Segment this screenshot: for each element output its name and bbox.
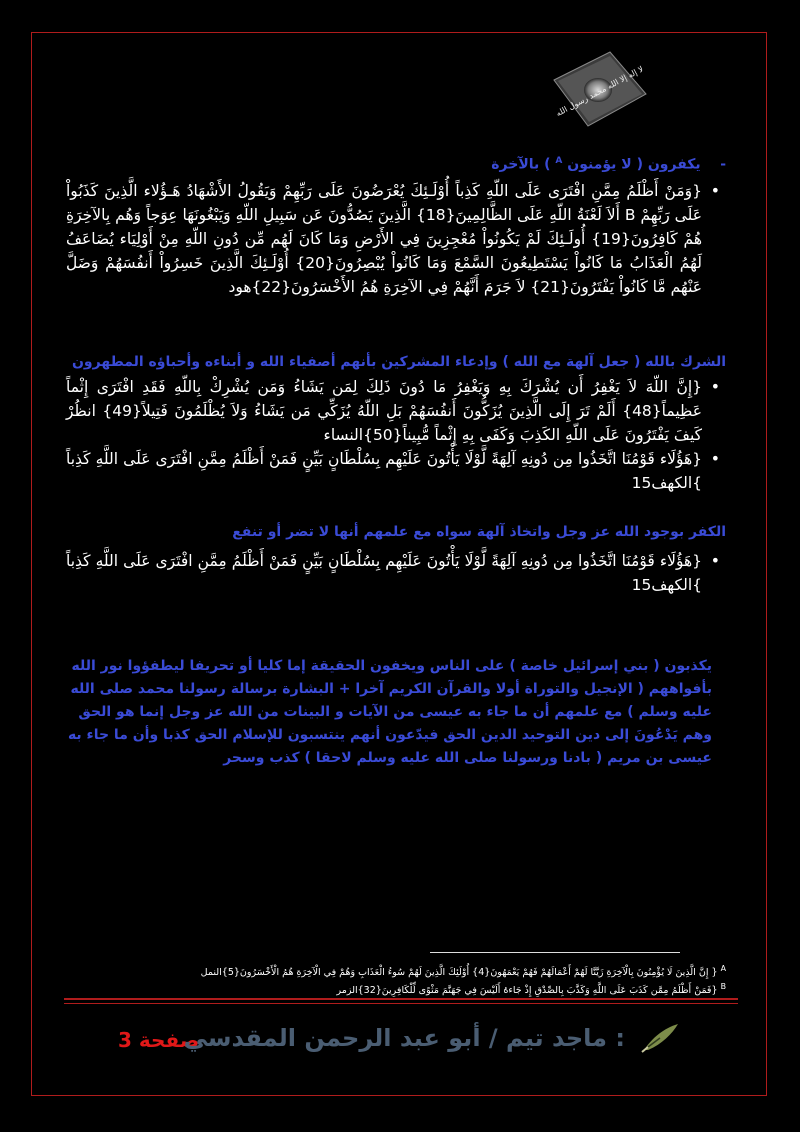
ayat-list-kahf xyxy=(66,549,726,597)
footnote-a xyxy=(66,952,726,980)
section-heading-shirk: الشرك بالله ( جعل آلهة مع الله ) وإدعاء المشركين بأنهم أصفياء الله و أبناءه وأحباؤه المطهرون xyxy=(71,353,726,370)
footnote-b xyxy=(66,980,726,998)
quill-pen-icon xyxy=(640,1020,682,1054)
footnotes xyxy=(66,952,726,998)
author-signature: : ماجد تيم / أبو عبد الرحمن المقدسي xyxy=(183,1024,625,1052)
page-number: صفحة 3 xyxy=(118,1028,200,1052)
paragraph-bani-israil: يكذبون ( بني إسرائيل خاصة ) على الناس ويخفون الحقيقة إما كليا أو تحريفا ليطفؤوا نور الله بأفواههم ( الإنجيل والتوراة أولا والقرآن الكريم آخرا + البشارة برسالة رسولنا محمد صلى الله عليه وسلم ) مع علمهم أن ما جاء به عيسى من الآيات و البينات من الله عز وجل إنما هو الحق وهم يَدْعُونَ إلى دين التوحيد الدين الحق فيدّعون أنهم ينتسبون للإسلام الحق كذبا وأن ما جاء به عيسى بن مريم ( بادنا ورسولنا صلى الله عليه وسلم لاحقا ) كذب وسحر xyxy=(67,657,712,766)
logo-text: لا إله إلا الله محمد رسول الله xyxy=(554,64,645,119)
ayah-kahf-2: • {هَؤُلَاء قَوْمُنَا اتَّخَذُوا مِن دُونِهِ آلِهَةً لَّوْلَا يَأْتُونَ عَلَيْهِم بِسُلْطَانٍ بَيِّنٍ فَمَنْ أَظْلَمُ مِمَّنِ افْتَرَى عَلَى اللَّهِ كَذِباً }الكهف15 xyxy=(66,549,726,597)
footer-divider xyxy=(64,998,738,1000)
ayat-list-nisa xyxy=(66,375,726,495)
heading-text-post: ) بالآخرة xyxy=(491,156,551,173)
ayah-kahf: • {هَؤُلَاء قَوْمُنَا اتَّخَذُوا مِن دُونِهِ آلِهَةً لَّوْلَا يَأْتُونَ عَلَيْهِم بِسُلْطَانٍ بَيِّنٍ فَمَنْ أَظْلَمُ مِمَّنِ افْتَرَى عَلَى اللَّهِ كَذِباً }الكهف15 xyxy=(66,447,726,495)
heading-text-pre: يكفرون ( لا يؤمنون xyxy=(567,156,701,173)
ayah-hud: • {وَمَنْ أَظْلَمُ مِمَّنِ افْتَرَى عَلَى اللّهِ كَذِباً أُوْلَـئِكَ يُعْرَضُونَ عَلَى رَبِّهِمْ وَيَقُولُ الأَشْهَادُ هَـؤُلاء الَّذِينَ كَذَبُواْ عَلَى رَبِّهِمْ B أَلاَ لَعْنَةُ اللّهِ عَلَى الظَّالِمِينَ{18} الَّذِينَ يَصُدُّونَ عَن سَبِيلِ اللّهِ وَيَبْغُونَهَا عِوَجاً وَهُم بِالآخِرَةِ هُمْ كَافِرُونَ{19} أُولَـئِكَ لَمْ يَكُونُواْ مُعْجِزِينَ فِي الأَرْضِ وَمَا كَانَ لَهُم مِّن دُونِ اللّهِ مِنْ أَوْلِيَاء يُضَاعَفُ لَهُمُ الْعَذَابُ مَا كَانُواْ يَسْتَطِيعُونَ السَّمْعَ وَمَا كَانُواْ يُبْصِرُونَ{20} أُوْلَـئِكَ الَّذِينَ خَسِرُواْ أَنفُسَهُمْ وَضَلَّ عَنْهُم مَّا كَانُواْ يَفْتَرُونَ{21} لاَ جَرَمَ أَنَّهُمْ فِي الآخِرَةِ هُمُ الأَخْسَرُونَ{22}هود xyxy=(66,179,726,299)
footnote-mark: B xyxy=(720,982,726,992)
footnote-ref-a[interactable]: A xyxy=(555,156,563,166)
shahada-logo-icon xyxy=(548,50,650,128)
footnote-text: { إِنَّ الَّذِينَ لَا يُؤْمِنُونَ بِالْآخِرَةِ زَيَّنَّا لَهُمْ أَعْمَالَهُمْ فَهُمْ يَعْمَهُونَ{4} أُوْلَئِكَ الَّذِينَ لَهُمْ سُوءُ الْعَذَابِ وَهُمْ فِي الْآخِرَةِ هُمُ الْأَخْسَرُونَ{5}النمل xyxy=(200,967,718,979)
main-content xyxy=(66,150,726,770)
section-heading-kufr: الكفر بوجود الله عز وجل واتخاذ آلهة سواه مع علمهم أنها لا تضر أو تنفع xyxy=(232,523,726,540)
ayah-nisa: • {إِنَّ اللّهَ لاَ يَغْفِرُ أَن يُشْرَكَ بِهِ وَيَغْفِرُ مَا دُونَ ذَلِكَ لِمَن يَشَاءُ وَمَن يُشْرِكْ بِاللّهِ فَقَدِ افْتَرَى إِثْماً عَظِيماً{48} أَلَمْ تَرَ إِلَى الَّذِينَ يُزَكُّونَ أَنفُسَهُمْ بَلِ اللّهُ يُزَكِّي مَن يَشَاءُ وَلاَ يُظْلَمُونَ فَتِيلاً{49} انظُرْ كَيفَ يَفْتَرُونَ عَلَى اللّهِ الكَذِبَ وَكَفَى بِهِ إِثْماً مُّبِيناً{50}النساء xyxy=(66,375,726,447)
footnote-text: {فَمَنْ أَظْلَمُ مِمَّن كَذَبَ عَلَى اللَّهِ وَكَذَّبَ بِالصِّدْقِ إِذْ جَاءهُ أَلَيْسَ فِي جَهَنَّمَ مَثْوًى لِّلْكَافِرِينَ{32}الزمر xyxy=(336,985,718,997)
ayat-list-hud xyxy=(66,179,726,299)
heading-dash: - xyxy=(720,156,726,173)
section-heading-akhira xyxy=(66,150,726,176)
footnote-mark: A xyxy=(720,964,726,973)
footer-divider-thin xyxy=(64,1003,738,1004)
